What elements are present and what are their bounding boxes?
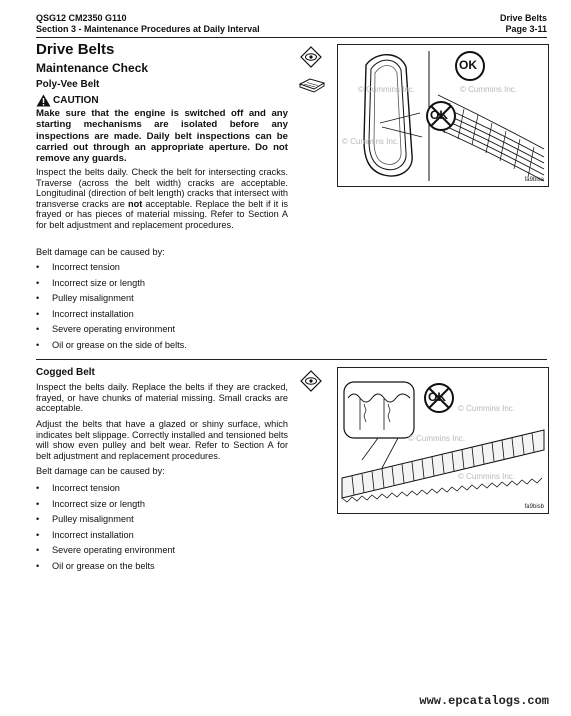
list-item: • Pulley misalignment xyxy=(36,292,288,308)
watermark: © Cummins Inc. xyxy=(408,434,466,443)
inspection-paragraph: Inspect the belts daily. Check the belt for intersecting cracks. Traverse (across the belt width) cracks are acceptable. Longitudinal (direction of belt length) cracks that intersect with transverse cracks are not acceptable. Replace the belt if it is frayed or has pieces of material missing. Refer to Section A for belt adjustment and replacement procedures. xyxy=(36,167,288,230)
figure-id: fa9bisa xyxy=(524,177,544,183)
poly-vee-belt-figure xyxy=(337,44,549,187)
section-title: Drive Belts xyxy=(36,41,115,58)
cogged-belt-heading: Cogged Belt xyxy=(36,367,95,378)
watermark: © Cummins Inc. xyxy=(458,472,516,481)
not-ok-label: OK xyxy=(428,390,446,404)
cogged-inspection-paragraph: Inspect the belts daily. Replace the belts if they are cracked, frayed, or have chunks of material missing. Small cracks are acceptable. xyxy=(36,382,288,414)
list-item: • Incorrect installation xyxy=(36,308,288,324)
visual-inspection-icon xyxy=(300,370,322,397)
figure-id: fa9bisb xyxy=(524,504,544,510)
doc-model: QSG12 CM2350 G110 xyxy=(36,13,127,23)
not-ok-label: OK xyxy=(430,108,448,122)
footer-website-link[interactable]: www.epcatalogs.com xyxy=(419,694,549,708)
cogged-belt-figure xyxy=(337,367,549,514)
watermark: © Cummins Inc. xyxy=(358,85,416,94)
watermark: © Cummins Inc. xyxy=(458,404,516,413)
caution-text: Make sure that the engine is switched off and any starting mechanisms are isolated before any inspections are made. Daily belt inspections can be carried out through an appropriate aperture. Do not remove any guards. xyxy=(36,108,288,165)
damage-causes-list xyxy=(36,261,288,355)
section-subtitle: Maintenance Check xyxy=(36,61,149,75)
damage-intro: Belt damage can be caused by: xyxy=(36,247,165,257)
cogged-damage-causes-list xyxy=(36,482,288,576)
list-item: • Incorrect tension xyxy=(36,482,288,498)
caution-heading xyxy=(36,94,99,107)
manual-reference-icon xyxy=(298,76,326,99)
warning-triangle-icon xyxy=(36,94,51,107)
doc-topic: Drive Belts xyxy=(499,13,547,23)
cogged-adjust-paragraph: Adjust the belts that have a glazed or shiny surface, which indicates belt slippage. Correctly installed and tensioned belts will show even pulley and belt wear. Refer to Section A for belt adjustment and replacement procedures. xyxy=(36,419,288,461)
section-divider xyxy=(36,359,547,360)
belt-type-heading: Poly-Vee Belt xyxy=(36,79,100,90)
doc-page-number: Page 3-11 xyxy=(505,24,547,34)
list-item: • Incorrect size or length xyxy=(36,277,288,293)
header-rule xyxy=(36,37,547,38)
doc-section: Section 3 - Maintenance Procedures at Daily Interval xyxy=(36,24,260,34)
caution-label: CAUTION xyxy=(53,95,99,106)
list-item: • Severe operating environment xyxy=(36,323,288,339)
visual-inspection-icon xyxy=(300,46,322,73)
list-item: • Pulley misalignment xyxy=(36,513,288,529)
list-item: • Severe operating environment xyxy=(36,544,288,560)
list-item: • Incorrect tension xyxy=(36,261,288,277)
cogged-damage-intro: Belt damage can be caused by: xyxy=(36,466,165,476)
list-item: • Oil or grease on the belts xyxy=(36,560,288,576)
watermark: © Cummins Inc. xyxy=(460,85,518,94)
list-item: • Oil or grease on the side of belts. xyxy=(36,339,288,355)
list-item: • Incorrect installation xyxy=(36,529,288,545)
list-item: • Incorrect size or length xyxy=(36,498,288,514)
watermark: © Cummins Inc. xyxy=(342,137,400,146)
ok-label: OK xyxy=(459,58,477,72)
